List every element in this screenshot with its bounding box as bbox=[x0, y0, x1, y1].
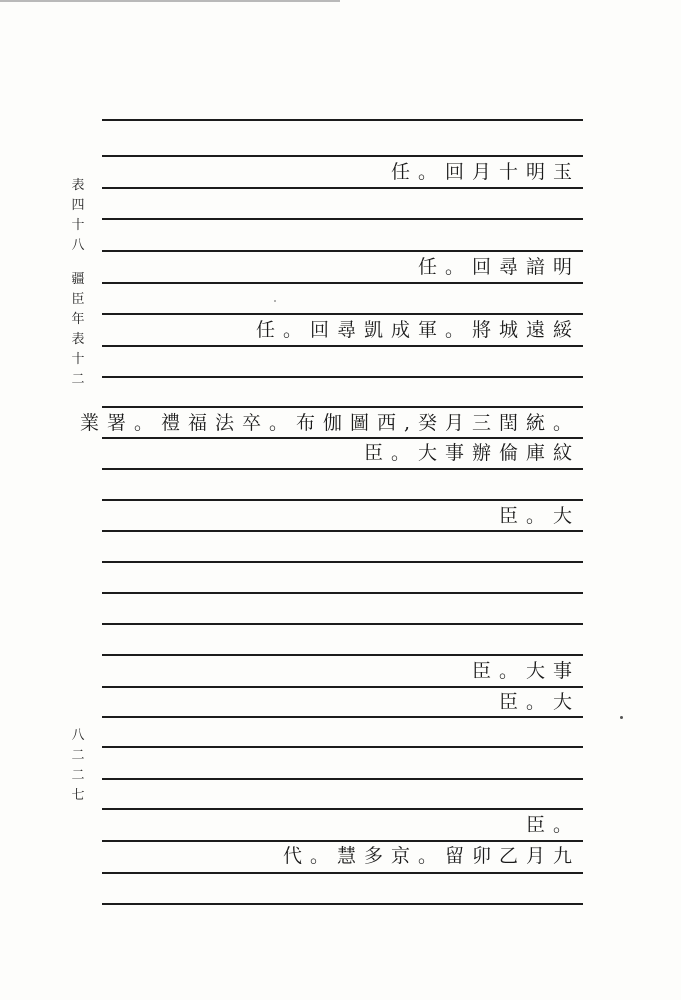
table-rule bbox=[102, 155, 583, 157]
table-rule bbox=[102, 872, 583, 874]
sidebar-char: 十 bbox=[71, 218, 85, 233]
table-rule bbox=[102, 654, 583, 656]
table-rule bbox=[102, 376, 583, 378]
table-rule bbox=[102, 808, 583, 810]
page-number-char: 八 bbox=[71, 728, 85, 743]
table-entry: 任。回月十明玉 bbox=[390, 161, 580, 183]
table-rule bbox=[102, 187, 583, 189]
table-entry: 臣。大事 bbox=[471, 660, 580, 682]
table-rule bbox=[102, 716, 583, 718]
sidebar-char: 十 bbox=[71, 352, 85, 367]
table-rule bbox=[102, 778, 583, 780]
sidebar-char: 表 bbox=[71, 332, 85, 347]
table-rule bbox=[102, 406, 583, 408]
table-entry: 臣。 bbox=[525, 814, 580, 836]
table-rule bbox=[102, 592, 583, 594]
table-rule bbox=[102, 218, 583, 220]
top-edge-mark bbox=[0, 0, 340, 2]
sidebar-char: 八 bbox=[71, 238, 85, 253]
table-rule bbox=[102, 903, 583, 905]
sidebar-char: 表 bbox=[71, 178, 85, 193]
page-number-char: 二 bbox=[71, 768, 85, 783]
sidebar-char: 臣 bbox=[71, 292, 85, 307]
table-entry: 代。慧多京。留卯乙月九 bbox=[282, 845, 580, 867]
table-entry: 業署。禮福法卒。布伽圖西,癸月三閏統。 bbox=[79, 412, 580, 434]
table-rule bbox=[102, 119, 583, 121]
table-entry: 任。回尋凱成軍。將城遠綏 bbox=[255, 319, 580, 341]
sidebar-char: 疆 bbox=[71, 272, 85, 287]
table-rule bbox=[102, 530, 583, 532]
page-number-char: 二 bbox=[71, 748, 85, 763]
table-rule bbox=[102, 623, 583, 625]
page-number bbox=[69, 726, 87, 806]
table-entry: 臣。大事辦倫庫紋 bbox=[363, 442, 580, 464]
table-rule bbox=[102, 561, 583, 563]
table-rule bbox=[102, 313, 583, 315]
table-rule bbox=[102, 282, 583, 284]
table-rule bbox=[102, 345, 583, 347]
page-number-char: 七 bbox=[71, 788, 85, 803]
table-rule bbox=[102, 499, 583, 501]
sidebar-title bbox=[69, 176, 87, 390]
table-rule bbox=[102, 746, 583, 748]
sidebar-char: 年 bbox=[71, 312, 85, 327]
sidebar-gap bbox=[69, 256, 87, 270]
sidebar-char: 二 bbox=[71, 372, 85, 387]
sidebar-char: 四 bbox=[71, 198, 85, 213]
table-rule bbox=[102, 468, 583, 470]
table-entry: 臣。大 bbox=[498, 691, 580, 713]
table-entry: 任。回尋諳明 bbox=[417, 256, 580, 278]
table-rule bbox=[102, 250, 583, 252]
table-entry: 臣。大 bbox=[498, 505, 580, 527]
